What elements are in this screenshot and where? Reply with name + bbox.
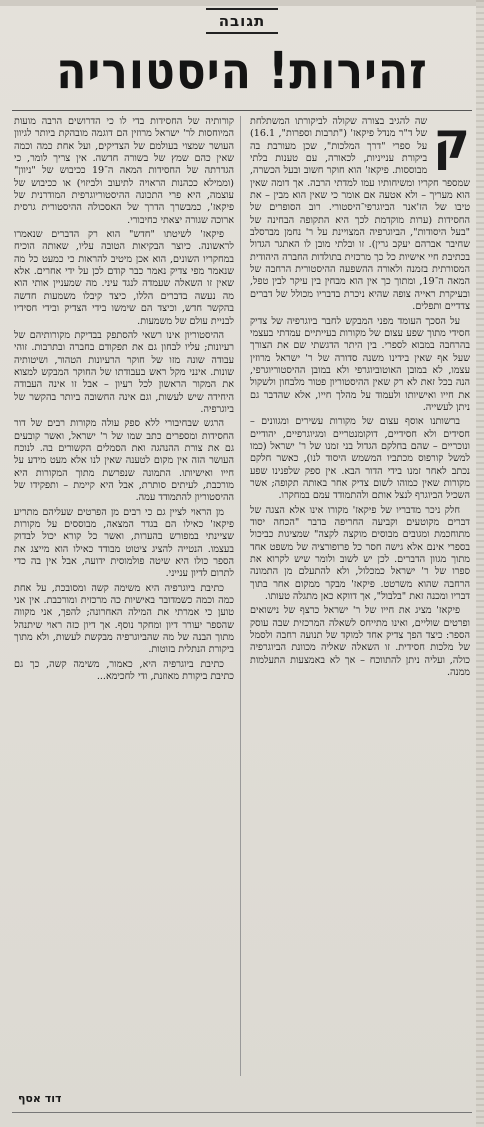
article-paragraph: קורותיה של החסידות בדי לו כי הדרושים הרבה מועות המיוחסות לר' ישראל מרוזין הם דוגמה מובהקת ביותר לגיוון העושר שמצוי בעולמם של הצדיקים, ועל אחת כמה וכמה שאין כהם שמץ של בשורה חדשה. אין צריך לומר, כי הגדרתה של החסידות המאה ה־19 ככיבוש של "ניוון" (וממילא ככהנות הראויה לתיעוב ולביזוי) או ככיבוש של עוצמה, היא פרי התכונה ההיסטוריוגרפית המודרנית של פיקאז', כמבשרך הדרך של האסכולה ההיסטורית גרסית ארוכה שגורה יצאתי כחיבורי.	[14, 116, 234, 226]
clipping-edge	[0, 0, 484, 6]
article-paragraph: חלק ניכר מדבריו של פיקאז' מקורו אינו אלא הצגה של דברים מקוטעים וקביעה החריפה בדבר "הכחה יסוד מתוחכמת ומגובים מבוסים מוקצה לקצה" שמציגות כביכול בספרי אינם אלא גישה חסר כל פרופורציה של משפט אחד מתוך מגוון הדברים. לכן יש לשוב ולומר שיש לקרוא את ספרו של ר' ישראל כמכלול, ולא להתעלם מן התמונה הרחבה שהוא משרטט. פיקאז' מבקר ממקום אחר בתוך דבריו ומכנה זאת "בלבול", אך דווקא כאן מתגלה טעותו.	[250, 504, 470, 603]
article-headline: זהירות! היסטוריה	[56, 42, 428, 101]
article-paragraph: כתיבת ביוגרפיה היא משימה קשה ומסובכת, על אחת כמה וכמה כשמדובר באישיות כה מרכזית ומורכבת. אין אני טוען כי אמרתי את המילה האחרונה; להפך, אני מקווה שהספר יעורר דיון ומחקר נוסף. אך דיון כזה ראוי שיתנהל מתוך הבנה של מה שהביוגרפיה מבקשת לעשות, ולא מתוך ביקורת הנתלית בזוטות.	[14, 582, 234, 656]
footer-rule	[12, 1112, 472, 1113]
article-paragraph: כתיבת ביוגרפיה היא, כאמור, משימה קשה, כך גם כתיבת ביקורת מאוזנת, ודי לחכימא...	[14, 658, 234, 683]
article-paragraph: ק שה להגיב בצורה שקולה לביקורתו המשתלחת של ד"ר מנדל פיקאז' ("תרבות וספרות", 16.1) על ספרי "דרך המלכות", שכן מעורבת בה ביקורת ענייניות, לכאורה, עם טענות בלתי מבוססות. פיקאז' הוא חוקר חשוב ובעל הכשרה, שמספר חקריו ומשיחותיו עמו למדתי הרבה. אך דומה שאין הוא מעריך – ולא אטעה אם אומר כי שאין הוא מבין – את טיבו של הז'אנר הביוגרפי־היסטורי. רוב הסופרים של החסידות (ערות מוקדמת לכך היא התקופה הבחינה של "בעל היסודות", הביוגרפיה המצויינת על ר' נחמן מברסלב שחיבר אברהם יעקב גרין). זו ובלתי מובן לו האתגר הגדול בכתיבת חיי אישיות כל כך מרכזית בתולדות החברה היהודית המסורתית בזמנה ולאורה ההשפעה ההיסטורית הרחבה של המאה ה־19, ומתוך כך אין הוא מבחין בין עיקר לבין טפל, ובעיקרת ראייה צופה שהיא ניכרת בדבריו מכולל של דברים צדדיים ותפלים.	[250, 116, 470, 313]
article-paragraph: הרגש שבחיבורי ללא ספק עולה מקורות רבים של דור החסידות ומספרים כתב שמו של ר' ישראל, ואשר קובעים גם את צורת ההנהגה ואת הסמלים הקשורים בה. לנוכח העושר הזה אין מקום לטענה שאין לנו אלא מעט מידע על חייו ואישיותו. התמונה שנפרשת מתוך המקורות היא מורכבת, לעיתים סותרת, אבל היא קיימת – ותפקידו של ההיסטוריון להתמודד עמה.	[14, 418, 234, 504]
article-paragraph: על הסכך העומד מפני המבקש לחבר ביוגרפיה של צדיק חסידי מתוך שפע עצום של מקורות בעייתיים עמדתי בעצמי בהרחבה במבוא לספרי. בין היתר הדגשתי שם את הצורך שעל אף שאין בידינו משנה סדורה של ר' ישראל מרוזין עצמו, לא במובן האוטוביוגרפי ולא במובן ההיסטוריוגרפי, הנה בכל זאת לא רק שאין ההיסטוריון פטור מלבחון ולשקול את חייו ואישיותו ולעמוד על מהלך חייו, אלא שהדבר גם ניתן לעשייה.	[250, 315, 470, 413]
article-column-right	[250, 116, 470, 1076]
article-paragraph: מן הראוי לציין גם כי רבים מן הפרטים שעליהם מתריע פיקאז' כאילו הם בגדר המצאה, מבוססים על מקורות שציינתי במפורש בהערות, ואשר כל קורא יכול לבדוק בעצמו. הנטייה להציג ציטוט מבודד כאילו הוא מייצג את הספר כולו היא שיטה פולמוסית ידועה, אבל אין בה כדי לתרום לדיון ענייני.	[14, 506, 234, 580]
author-byline: דוד אסף	[18, 1092, 62, 1105]
article-paragraph: ההיסטוריון אינו רשאי להסתפק בבדיקת מקורותיהם של רעיונות; עליו לבחון גם את תפקודם בחברה ובתרבות. זוהי עבודה שונה מזו של חוקר הרעיונות הטהור, ושיטותיה שונות. אינני מקל ראש בעבודתו של החוקר המבקש למצוא את המקור הראשון לכל רעיון – אבל זו אינה העבודה היחידה שיש לעשות, וגם אינה החשובה ביותר בהקשר של ביוגרפיה.	[14, 329, 234, 415]
article-paragraph: פיקאז' לשיטתו "חדש" הוא רק הדברים שנאמרו לראשונה. כיוצר הבקיאות הטובה עליו, שאותה הוכיח במחקריו השונים, הוא אכן מיטיב להראות כי כמעט כל מה שנאמר מפי צדיק נאמר כבר קודם לכן על ידי אחרים. אלא שאין זו השאלה שעמדה לנגד עיני. מה שמעניין אותי הוא מה נעשה בדברים הללו, כיצד קיבלו משמעות חדשה בהקשר חדש, וכיצד הם שימשו בידי הצדיק ובידי חסידיו לבניית עולם של משמעות.	[14, 229, 234, 327]
headline-rule	[12, 110, 472, 111]
article-paragraph: ברשותנו אוסף עצום של מקורות עשירים ומגוונים – חסידים ולא חסידיים, דוקומנטריים ומגיוגרפיים, יהודיים ונוכריים – שהם בחלקם הגדול בני זמנו של ר' ישראל (כמו למשל קורפוס מכתביו המשמש היסוד לנו), כאשר חלקם נכתב לאחר זמנו בידי הדור הבא. אין ספק שלפנינו שפע מקורות שאין כמוהו לשום צדיק אחר באותה תקופה; אשר השכיל הביוגרף לנצל אותם ולהתמודד עמם במחקרו.	[250, 416, 470, 502]
clipping-edge-right	[476, 0, 484, 1127]
drop-cap: ק	[433, 116, 470, 170]
article-paragraph: פיקאז' מציג את חייו של ר' ישראל כרצף של נישואים ופרטים שוליים, ואינו מתייחס לשאלה המרכזית שבה עוסק הספר: כיצד הפך צדיק אחד למוקד של תנועה רחבה ולסמל של מלכות חסידית. זו השאלה שאליה מכוונת הביוגרפיה כולה, ועליה ניתן להתווכח – אך לא באמצעות התעלמות ממנה.	[250, 605, 470, 679]
column-divider	[240, 116, 241, 1076]
section-tag: תגובה	[206, 8, 278, 34]
article-column-left	[14, 116, 234, 1076]
